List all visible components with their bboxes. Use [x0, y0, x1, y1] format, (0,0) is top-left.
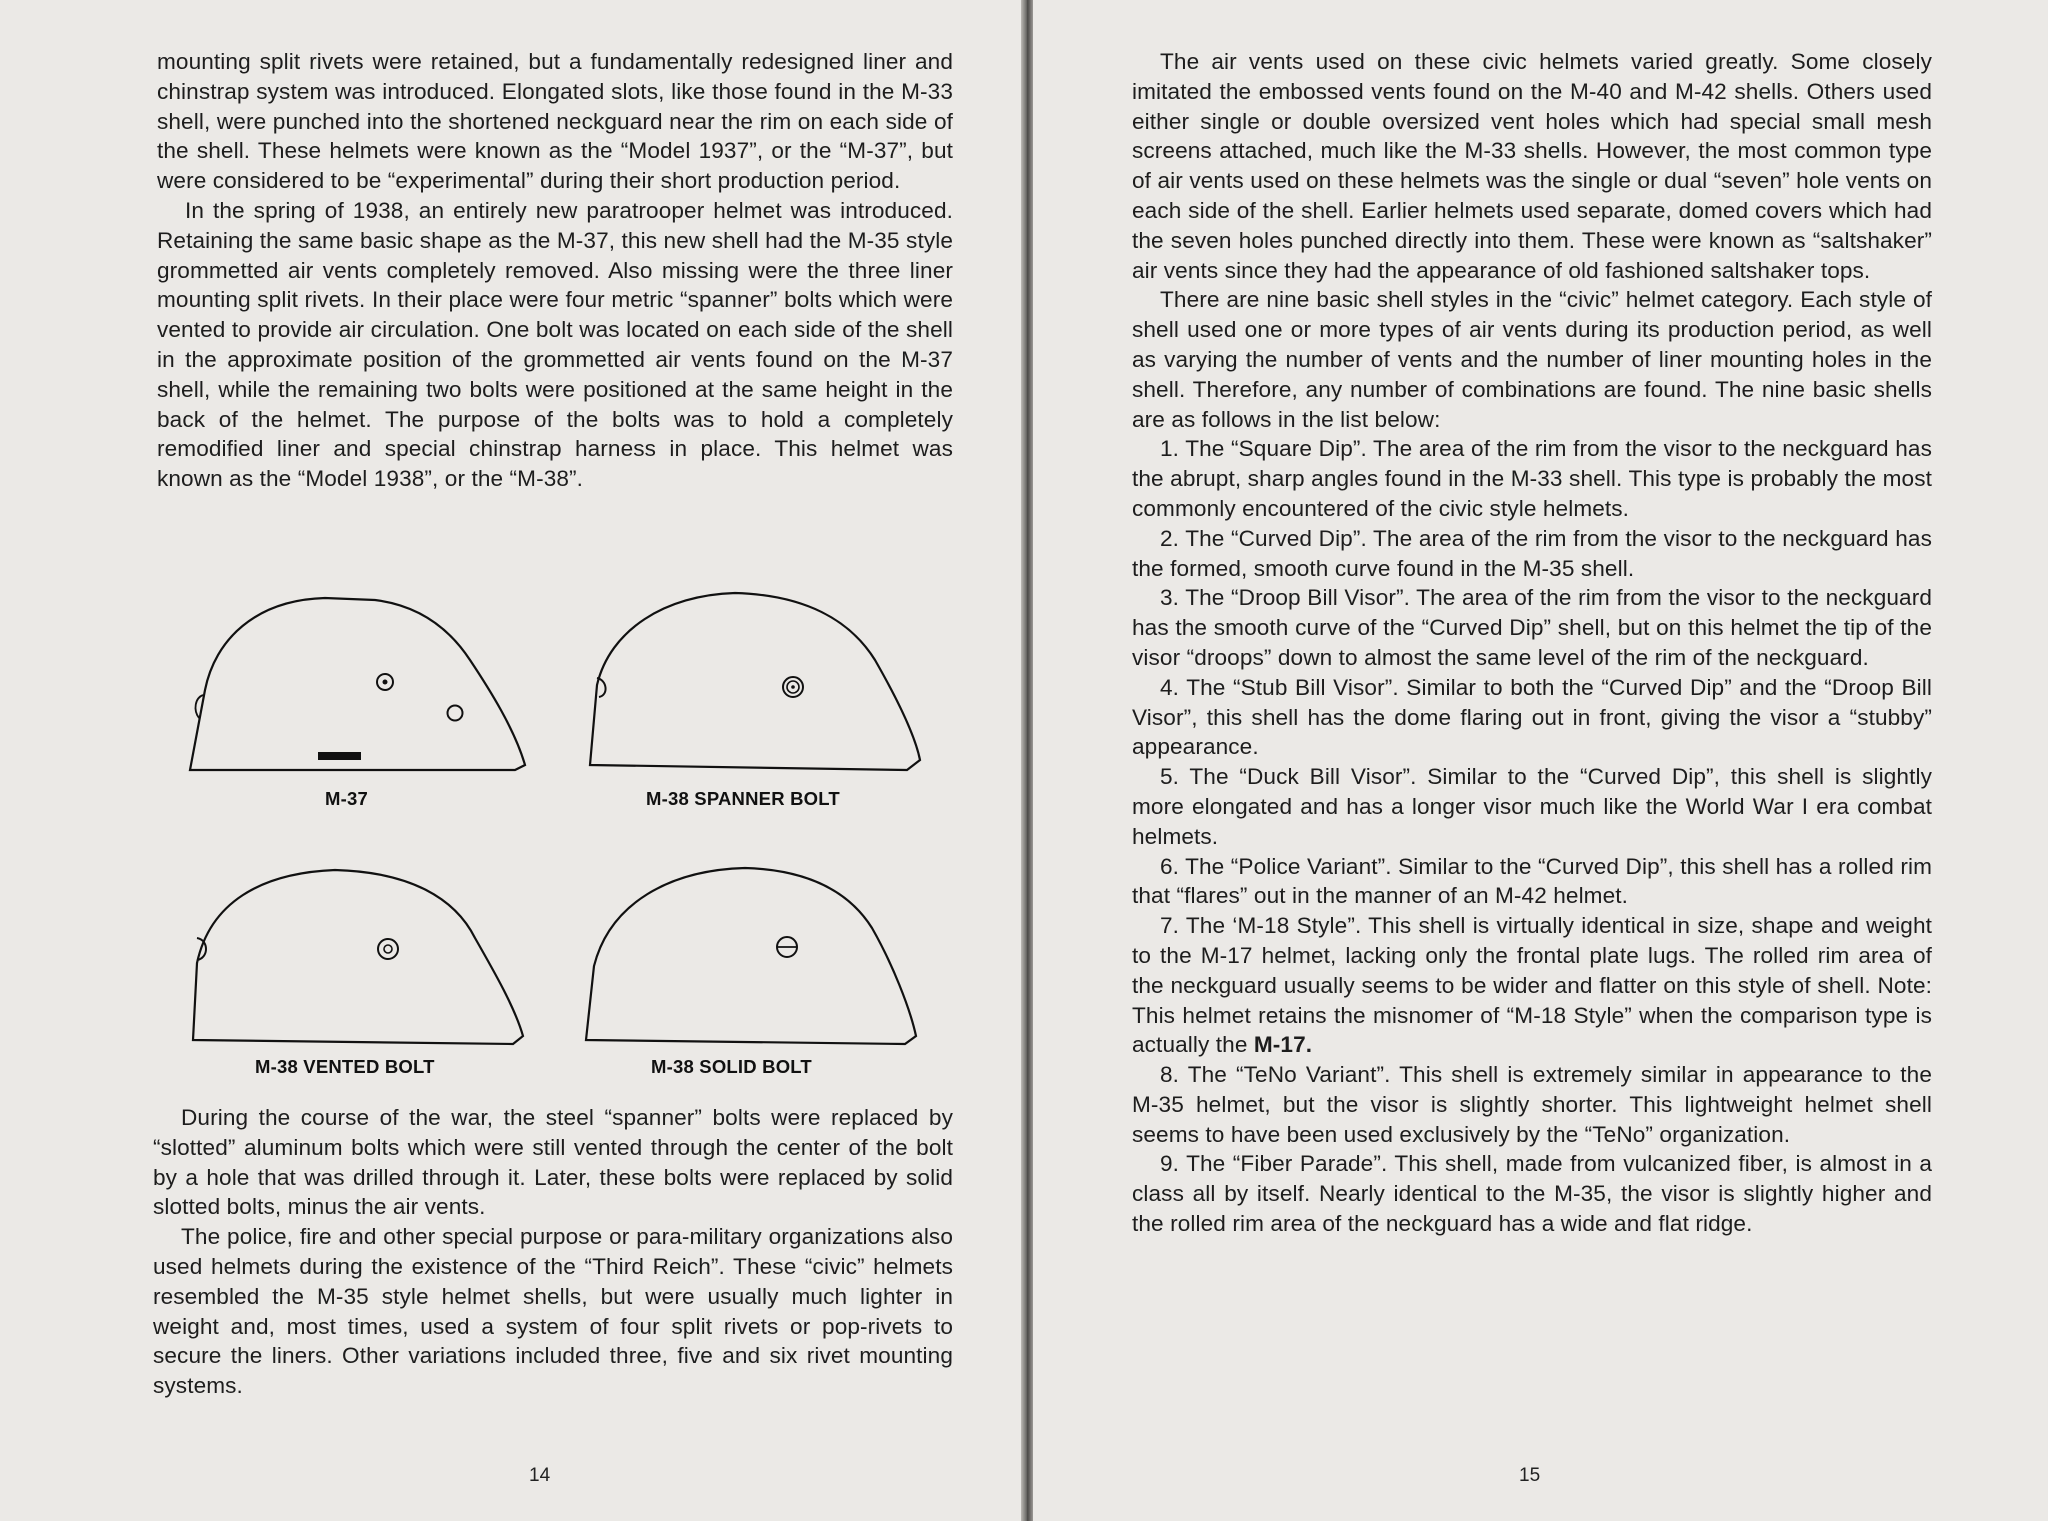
right-paragraph-2: There are nine basic shell styles in the “civic” helmet category. Each style of shell used one or more types of air vents during its production period, as well as varying the number of vents and the number of liner mounting holes in the shell. Therefore, any number of combinations are found. The nine basic shells are as follows in the list below: [1132, 287, 1932, 432]
m18-style-text: 7. The ‘M-18 Style”. This shell is virtually identical in size, shape and weight to the M-17 helmet, lacking only the frontal plate lugs. The rolled rim area of the neckguard usually seems to be wider and flatter on this style of shell. Note: This helmet retains the misnomer of “M-18 Style” when the comparison type is actually the [1132, 913, 1932, 1058]
left-page-top-text [157, 47, 953, 494]
left-page [0, 0, 1021, 1521]
m38-spanner-bolt-helmet-figure [585, 585, 925, 785]
list-item-fiber-parade: 9. The “Fiber Parade”. This shell, made from vulcanized fiber, is almost in a class all by itself. Nearly identical to the M-35, the visor is slightly higher and the rolled rim area of the neckguard has a wide and flat ridge. [1132, 1151, 1932, 1237]
m38-vented-bolt-helmet-figure [185, 858, 530, 1058]
right-page [1033, 0, 2048, 1521]
left-page-bottom-text [153, 1103, 953, 1401]
right-paragraph-1: The air vents used on these civic helmets varied greatly. Some closely imitated the embossed vents found on the M-40 and M-42 shells. Others used either single or double oversized vent holes which had special small mesh screens attached, much like the M-33 shells. However, the most common type of air vents used on these helmets was the single or dual “seven” hole vents on each side of the shell. Earlier helmets used separate, domed covers which had the seven holes punched directly into them. These were known as “saltshaker” air vents since they had the appearance of old fashioned saltshaker tops. [1132, 49, 1932, 283]
left-paragraph-2: In the spring of 1938, an entirely new paratrooper helmet was introduced. Retaining the same basic shape as the M-37, this new shell had the M-35 style grommetted air vents completely removed. Also missing were the three liner mounting split rivets. In their place were four metric “spanner” bolts which were vented to provide air circulation. One bolt was located on each side of the shell in the approximate position of the grommetted air vents found on the M-37 shell, while the remaining two bolts were positioned at the same height in the back of the helmet. The purpose of the bolts was to hold a completely remodified liner and special chinstrap harness in place. This helmet was known as the “Model 1938”, or the “M-38”. [157, 197, 953, 492]
right-page-text [1132, 47, 1932, 1239]
m37-label: M-37 [325, 788, 368, 809]
right-page-number: 15 [1519, 1465, 1541, 1486]
m37-helmet-figure [185, 580, 530, 785]
left-paragraph-4: The police, fire and other special purpose or para-military organizations also used helmets during the existence of the “Third Reich”. These “civic” helmets resembled the M-35 style helmet shells, but were usually much lighter in weight and, most times, used a system of four split rivets or pop-rivets to secure the liners. Other variations included three, five and six rivet mounting systems. [153, 1224, 953, 1399]
m38-vented-bolt-label: M-38 VENTED BOLT [255, 1056, 435, 1077]
list-item-m18-style [1132, 911, 1932, 1060]
list-item-droop-bill-visor: 3. The “Droop Bill Visor”. The area of the rim from the visor to the neckguard has the smooth curve of the “Curved Dip” shell, but on this helmet the tip of the visor “droops” down to almost the same level of the rim of the neckguard. [1132, 585, 1932, 670]
list-item-teno-variant: 8. The “TeNo Variant”. This shell is extremely similar in appearance to the M-35 helmet, but the visor is slightly shorter. This lightweight helmet shell seems to have been used exclusively by the “TeNo” organization. [1132, 1062, 1932, 1147]
book-gutter [1021, 0, 1033, 1521]
m17-bold-text: M-17. [1253, 1032, 1313, 1058]
m38-spanner-bolt-label: M-38 SPANNER BOLT [646, 788, 840, 809]
list-item-police-variant: 6. The “Police Variant”. Similar to the “Curved Dip”, this shell has a rolled rim that “flares” out in the manner of an M-42 helmet. [1132, 853, 1932, 909]
left-paragraph-3: During the course of the war, the steel “spanner” bolts were replaced by “slotted” aluminum bolts which were still vented through the center of the bolt by a hole that was drilled through it. Later, these bolts were replaced by solid slotted bolts, minus the air vents. [153, 1105, 953, 1220]
m38-solid-bolt-label: M-38 SOLID BOLT [651, 1056, 812, 1077]
list-item-stub-bill-visor: 4. The “Stub Bill Visor”. Similar to both the “Curved Dip” and the “Droop Bill Visor”, this shell has the dome flaring out in front, giving the visor a “stubby” appearance. [1132, 674, 1932, 760]
left-paragraph-1: mounting split rivets were retained, but a fundamentally redesigned liner and chinstrap system was introduced. Elongated slots, like those found in the M-33 shell, were punched into the shortened neckguard near the rim on each side of the shell. These helmets were known as the “Model 1937”, or the “M-37”, but were considered to be “experimental” during their short production period. [157, 49, 953, 194]
list-item-square-dip: 1. The “Square Dip”. The area of the rim from the visor to the neckguard has the abrupt, sharp angles found in the M-33 shell. This type is probably the most commonly encountered of the civic style helmets. [1132, 436, 1932, 521]
left-page-number: 14 [529, 1465, 551, 1486]
list-item-curved-dip: 2. The “Curved Dip”. The area of the rim from the visor to the neckguard has the formed, smooth curve found in the M-35 shell. [1132, 525, 1932, 581]
m38-solid-bolt-helmet-figure [580, 858, 925, 1058]
list-item-duck-bill-visor: 5. The “Duck Bill Visor”. Similar to the “Curved Dip”, this shell is slightly more elongated and has a longer visor much like the World War I era combat helmets. [1132, 764, 1932, 849]
